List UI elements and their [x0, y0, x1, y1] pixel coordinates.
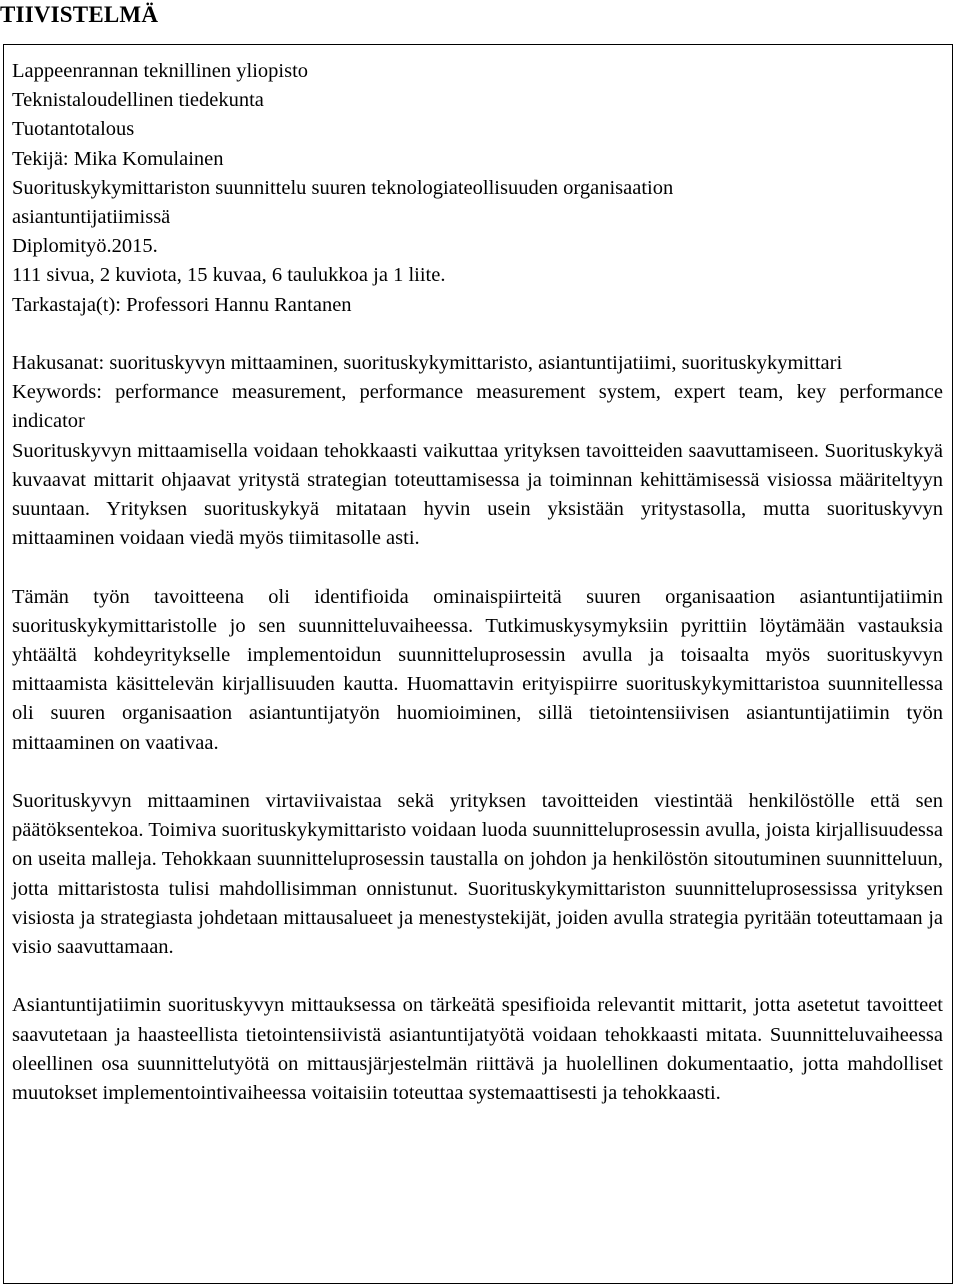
faculty-line: Teknistaloudellinen tiedekunta: [12, 89, 264, 112]
abstract-paragraph-3: Suorituskyvyn mittaaminen virtaviivaistaa sekä yrityksen tavoitteiden viestintää henkilöstölle että sen päätöksentekoa. Toimiva suorituskykymittaristo voidaan luoda suunnitteluprosessin avulla, joista kirjallisuudessa on useita malleja. Tehokkaan suunnitteluprosessin taustalla on johdon ja henkilöstön sitoutuminen suunnitteluun, jotta mittaristosta tulisi mahdollisimman onnistunut. Suorituskykymittariston suunnitteluprosessissa yrityksen visiosta ja strategiasta johdetaan mittausalueet ja menestystekijät, joiden avulla strategia pyritään toteuttamaan ja visio saavuttamaan.: [12, 790, 943, 959]
spacer: [12, 962, 943, 991]
spacer: [12, 758, 943, 787]
thesis-type-line: Diplomityö.2015.: [12, 235, 158, 258]
abstract-content: [12, 57, 943, 1108]
university-line: Lappeenrannan teknillinen yliopisto: [12, 60, 309, 82]
spacer: [12, 553, 943, 582]
thesis-title-line-1: Suorituskykymittariston suunnittelu suuren teknologiateollisuuden organisaation: [12, 176, 674, 199]
keywords-english: Keywords: performance measurement, performance measurement system, expert team, key performance indicator: [12, 381, 943, 433]
page-heading: TIIVISTELMÄ: [0, 2, 159, 27]
thesis-title-line-2: asiantuntijatiimissä: [12, 206, 171, 229]
author-line: Tekijä: Mika Komulainen: [12, 147, 224, 170]
examiner-line: Tarkastaja(t): Professori Hannu Rantanen: [12, 293, 352, 316]
abstract-paragraph-2: Tämän työn tavoitteena oli identifioida ominaispiirteitä suuren organisaation asiantuntijatiimin suorituskykymittaristolle jo sen suunnitteluvaiheessa. Tutkimuskysymyksiin pyrittiin löytämään vastauksia yhtäältä kohdeyritykselle implementoidun suunnitteluprosessin avulla ja toisaalta myös suorituskyvyn mittaamista käsittelevän kirjallisuuden kautta. Huomattavin erityispiirre suorituskykymittaristoa suunnitellessa oli suuren organisaation asiantuntijatyön huomioiminen, sillä tietointensiivisen asiantuntijatiimin työn mittaaminen on vaativaa.: [12, 585, 943, 754]
keywords-finnish: Hakusanat: suorituskyvyn mittaaminen, suorituskykymittaristo, asiantuntijatiimi, suorituskykymittari: [12, 352, 843, 375]
abstract-paragraph-1: Suorituskyvyn mittaamisella voidaan tehokkaasti vaikuttaa yrityksen tavoitteiden saavuttamiseen. Suorituskykyä kuvaavat mittarit ohjaavat yritystä strategian toteuttamisessa ja toiminnan kehittämisessä visiossa määriteltyyn suuntaan. Yrityksen suorituskykyä mitataan hyvin usein yksistään yritystasolla, mutta suorituskyvyn mittaaminen voidaan viedä myös tiimitasolle asti.: [12, 439, 943, 550]
abstract-paragraph-4: Asiantuntijatiimin suorituskyvyn mittauksessa on tärkeätä spesifioida relevantit mittarit, jotta asetetut tavoitteet saavutetaan ja haasteellista tietointensiivistä asiantuntijatyötä voidaan tehokkaasti mitata. Suunnitteluvaiheessa oleellinen osa suunnittelutyötä on mittausjärjestelmän riittävä ja huolellinen dokumentaatio, jotta mahdolliset muutokset implementointivaiheessa voitaisiin toteuttaa systemaattisesti ja tehokkaasti.: [12, 994, 943, 1105]
spacer: [12, 320, 943, 349]
department-line: Tuotantotalous: [12, 118, 135, 141]
extent-line: 111 sivua, 2 kuviota, 15 kuvaa, 6 taulukkoa ja 1 liite.: [12, 264, 446, 287]
